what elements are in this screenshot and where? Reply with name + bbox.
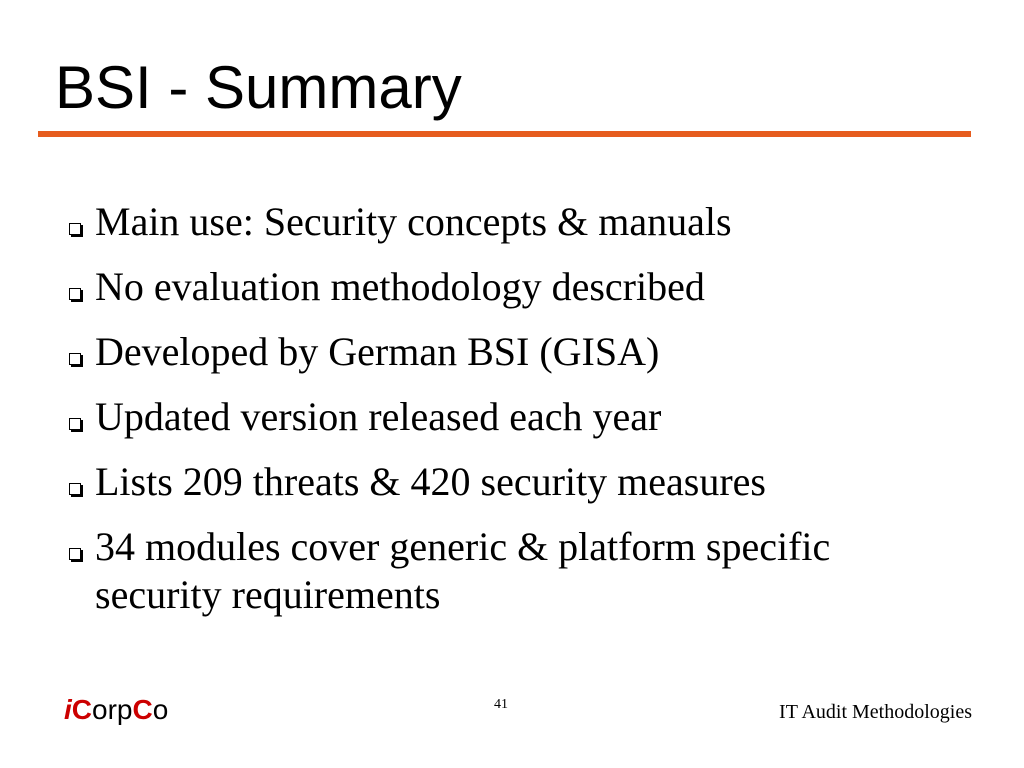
logo-part: C	[132, 694, 153, 725]
bullet-item	[66, 523, 966, 619]
hollow-square-bullet-icon	[69, 223, 81, 235]
logo-part: o	[152, 694, 169, 725]
bullet-item	[66, 328, 966, 376]
bullet-item	[66, 198, 966, 246]
hollow-square-bullet-icon	[69, 483, 81, 495]
page-number: 41	[494, 697, 508, 712]
logo-part: C	[71, 694, 93, 725]
bullet-item	[66, 263, 966, 311]
hollow-square-bullet-icon	[69, 288, 81, 300]
bullet-text: Lists 209 threats & 420 security measures	[95, 459, 766, 504]
bullet-text: 34 modules cover generic & platform specific security requirements	[95, 524, 831, 617]
company-logo	[64, 693, 168, 727]
bullet-text: Developed by German BSI (GISA)	[95, 329, 660, 374]
bullet-item	[66, 458, 966, 506]
bullet-text: No evaluation methodology described	[95, 264, 705, 309]
bullet-list	[66, 198, 966, 636]
bullet-item	[66, 393, 966, 441]
hollow-square-bullet-icon	[69, 548, 81, 560]
slide-title: BSI - Summary	[55, 54, 462, 121]
title-underline	[38, 131, 971, 137]
logo-part: orp	[92, 694, 133, 725]
hollow-square-bullet-icon	[69, 353, 81, 365]
footer-title: IT Audit Methodologies	[779, 701, 972, 723]
bullet-text: Main use: Security concepts & manuals	[95, 199, 732, 244]
logo-part: i	[64, 694, 72, 725]
bullet-text: Updated version released each year	[95, 394, 662, 439]
hollow-square-bullet-icon	[69, 418, 81, 430]
